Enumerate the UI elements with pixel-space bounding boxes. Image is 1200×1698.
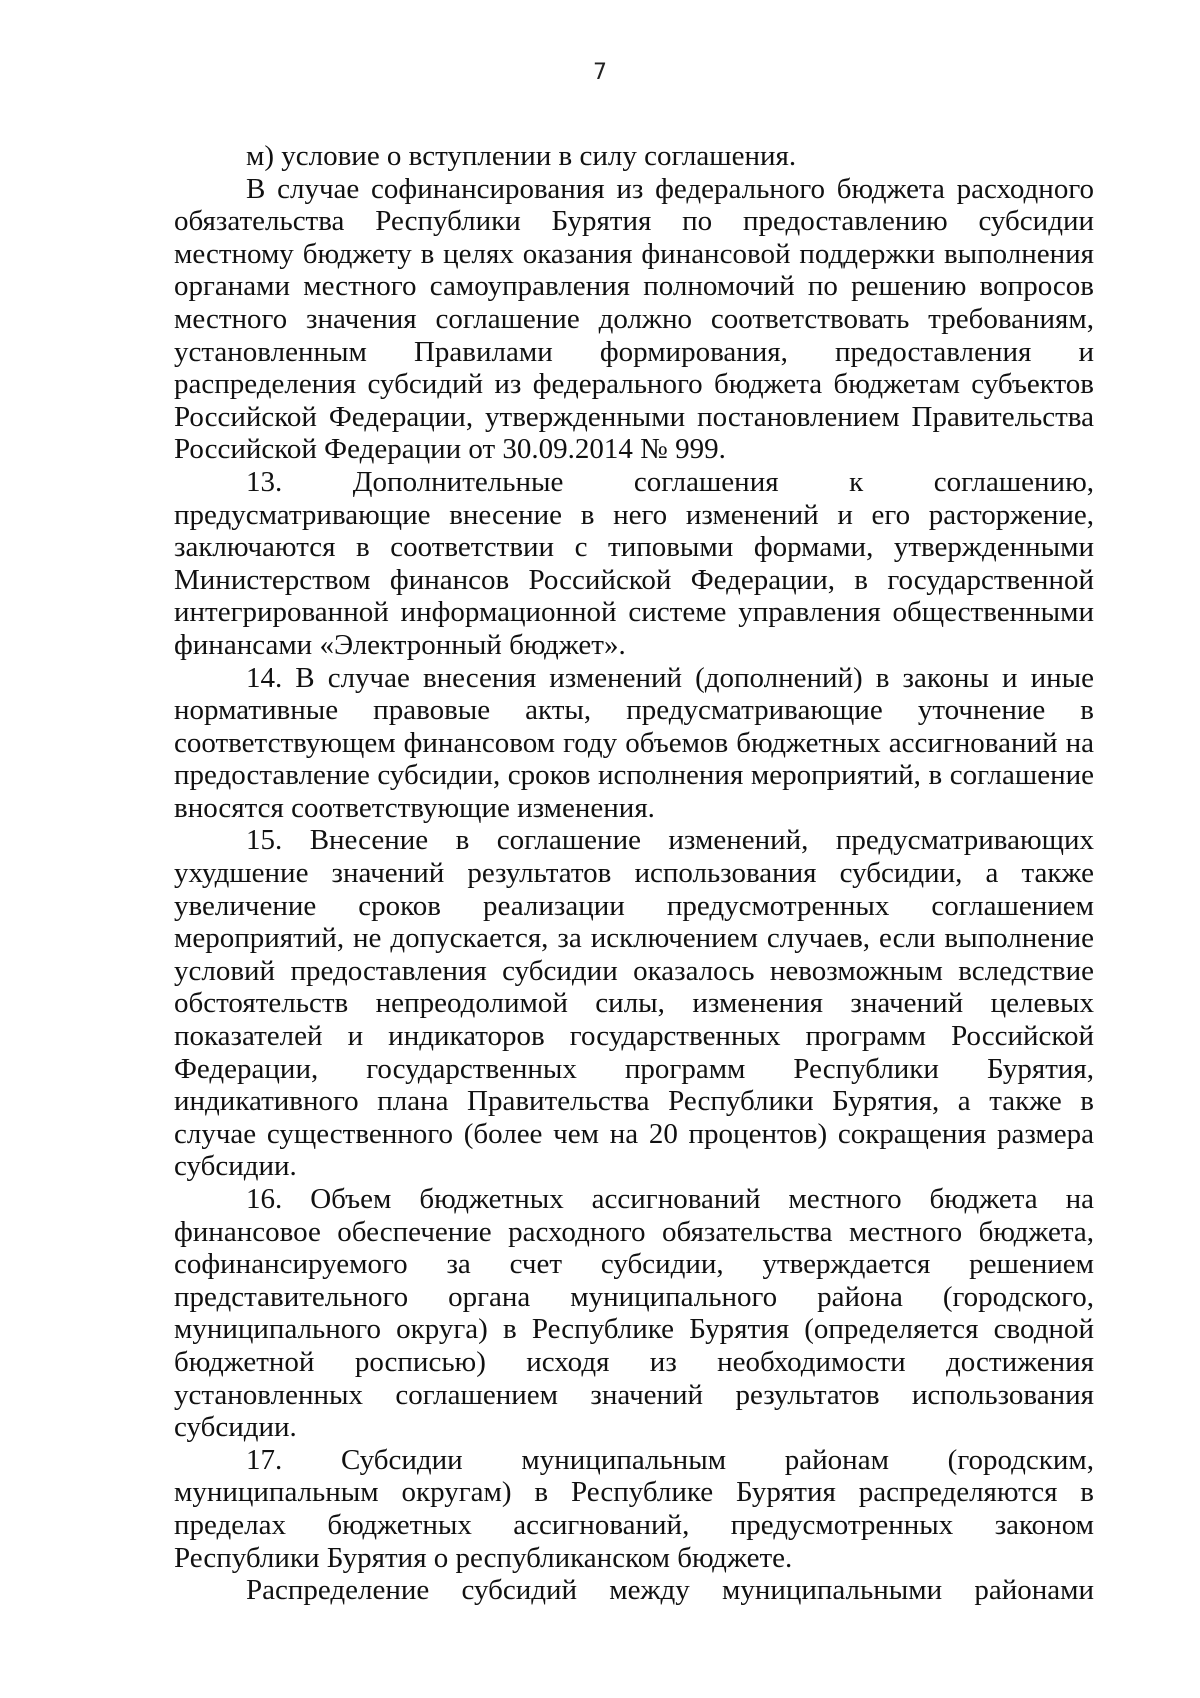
page-number: 7 — [593, 60, 607, 85]
paragraph-13: 13. Дополнительные соглашения к соглашению, предусматривающие внесение в него изменений и его расторжение, заключаются в соответствии с типовыми формами, утвержденными Министерством финансов Российской Федерации, в государственной интегрированной информационной системе управления общественными финансами «Электронный бюджет». — [174, 465, 1094, 661]
paragraph-condition-m: м) условие о вступлении в силу соглашения. — [246, 140, 797, 172]
paragraph-14: 14. В случае внесения изменений (дополнений) в законы и иные нормативные правовые акты, предусматривающие уточнение в соответствующем финансовом году объемов бюджетных ассигнований на предоставление субсидии, сроков исполнения мероприятий, в соглашение вносятся соответствующие изменения. — [174, 661, 1094, 824]
paragraph-distribution: Распределение субсидий между муниципальными районами — [246, 1574, 1094, 1607]
document-body — [174, 140, 1094, 1607]
paragraph-16: 16. Объем бюджетных ассигнований местного бюджета на финансовое обеспечение расходного обязательства местного бюджета, софинансируемого за счет субсидии, утверждается решением представительного органа муниципального района (городского, муниципального округа) в Республике Бурятия (определяется сводной бюджетной росписью) исходя из необходимости достижения установленных соглашением значений результатов использования субсидии. — [174, 1183, 1094, 1444]
paragraph-15: 15. Внесение в соглашение изменений, предусматривающих ухудшение значений результатов использования субсидии, а также увеличение сроков реализации предусмотренных соглашением мероприятий, не допускается, за исключением случаев, если выполнение условий предоставления субсидии оказалось невозможным вследствие обстоятельств непреодолимой силы, изменения значений целевых показателей и индикаторов государственных программ Российской Федерации, государственных программ Республики Бурятия, индикативного плана Правительства Республики Бурятия, а также в случае существенного (более чем на 20 процентов) сокращения размера субсидии. — [174, 824, 1094, 1183]
paragraph-17: 17. Субсидии муниципальным районам (городским, муниципальным округам) в Республике Бурятия распределяются в пределах бюджетных ассигнований, предусмотренных законом Республики Бурятия о республиканском бюджете. — [174, 1443, 1094, 1574]
paragraph-cofinancing: В случае софинансирования из федерального бюджета расходного обязательства Республики Бурятия по предоставлению субсидии местному бюджету в целях оказания финансовой поддержки выполнения органами местного самоуправления полномочий по решению вопросов местного значения соглашение должно соответствовать требованиям, установленным Правилами формирования, предоставления и распределения субсидий из федерального бюджета бюджетам субъектов Российской Федерации, утвержденными постановлением Правительства Российской Федерации от 30.09.2014 № 999. — [174, 172, 1094, 466]
